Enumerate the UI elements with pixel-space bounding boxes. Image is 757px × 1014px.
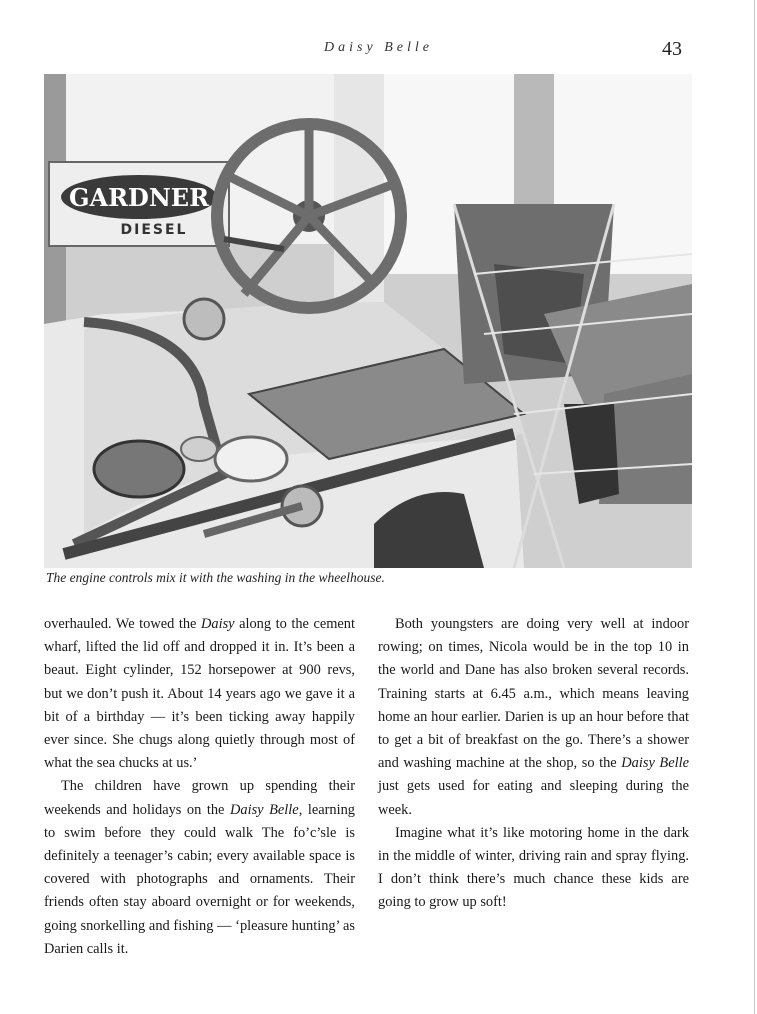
photo-caption: The engine controls mix it with the washing in the wheelhouse. [46,570,385,585]
paragraph: overhauled. We towed the Daisy along to the cement wharf, lifted the lid off and dropped it in. It’s been a beaut. Eight cylinder, 152 horsepower at 900 revs, but we don’t push it. About 14 years ago we gave it a bit of a birthday — it’s been ticking away happily ever since. She chugs along quietly through most of what the sea chucks at us.’ [44,616,355,772]
paragraph: The children have grown up spending their weekends and holidays on the Daisy Belle, learning to swim before they could walk The fo’c’sle is definitely a teenager’s cabin; every available space is covered with photographs and ornaments. Their friends often stay aboard overnight or for weekends, going snorkelling and fishing — ‘pleasure hunting’ as Darien calls it. [44,778,355,957]
sign-text-gardner: GARDNER [68,183,210,212]
page-edge-line [754,0,755,1014]
gardner-diesel-sign [49,162,229,246]
sign-text-diesel: DIESEL [120,222,188,238]
wheelhouse-photo [44,74,692,568]
paragraph: Both youngsters are doing very well at indoor rowing; on times, Nicola would be in the top 10 in the world and Dane has also broken several records. Training starts at 6.45 a.m., which means leaving home an hour earlier. Darien is up an hour before that to get a bit of breakfast on the go. There’s a shower and washing machine at the shop, so the Daisy Belle just gets used for eating and sleeping during the week. [378,616,689,818]
page-number: 43 [662,38,682,60]
dashboard-clock [184,299,224,339]
running-head: Daisy Belle [324,40,433,55]
paragraph: Imagine what it’s like motoring home in the dark in the middle of winter, driving rain and spray flying. I don’t think there’s much chance these kids are going to grow up soft! [378,824,689,911]
wheelhouse-illustration [44,74,692,568]
text-column-left [44,613,355,961]
text-column-right [378,613,689,915]
lid [215,437,287,481]
bowl [94,441,184,497]
